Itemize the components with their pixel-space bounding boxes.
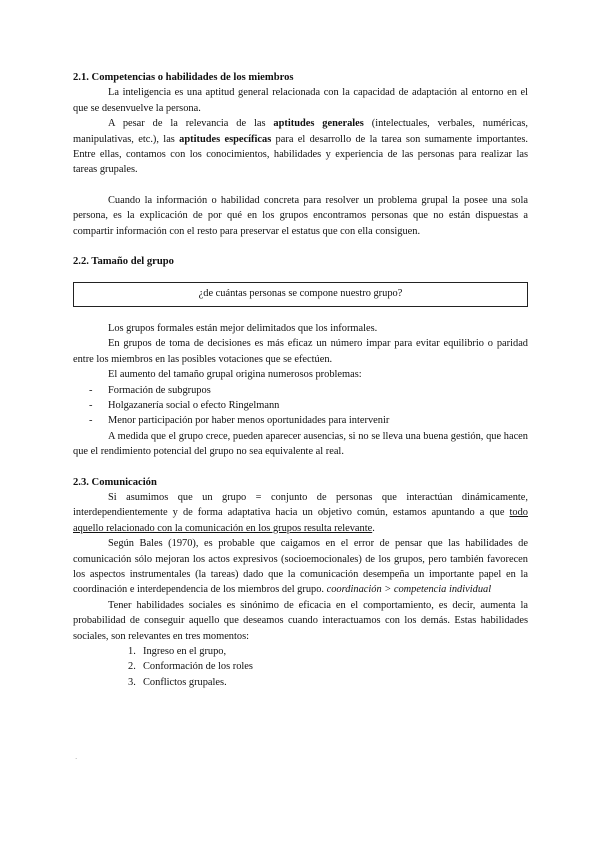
paragraph-intelligence: La inteligencia es una aptitud general relacionada con la capacidad de adaptación al entorno en el que se desenvuelve la persona. (73, 87, 528, 114)
problems-list (73, 383, 528, 429)
section-heading-2-2: 2.2. Tamaño del grupo (73, 256, 174, 268)
bold-aptitudes-especificas: aptitudes específicas (179, 133, 272, 145)
paragraph-information: Cuando la información o habilidad concreta para resolver un problema grupal la posee una sola persona, es la explicación de por qué en los grupos encontramos personas que no están dispuestas a compartir información con el resto para preservar el estatus que con ella consiguen. (73, 194, 528, 237)
paragraph-formal-groups: Los grupos formales están mejor delimitados que los informales. (108, 322, 378, 334)
list-item: - Holgazanería social o efecto Ringelmann (73, 398, 528, 413)
paragraph-social-skills: Tener habilidades sociales es sinónimo de eficacia en el comportamiento, es decir, aumenta la probabilidad de conseguir aquello que deseamos cuando interactuamos con los demás. Estas habilidades sociales, son relevantes en tres momentos: (73, 599, 528, 642)
italic-coordination-note: coordinación > competencia individual (326, 584, 492, 596)
paragraph-group-definition: Si asumimos que un grupo = conjunto de personas que interactúan dinámicamente, interdependientemente y de forma adaptativa hacia un objetivo común, estamos apuntando a que todo aquello relacionado con la comunicación en los grupos resulta relevante. (73, 491, 528, 534)
moments-list (73, 644, 528, 690)
paragraph-aptitudes: A pesar de la relevancia de las aptitudes generales (intelectuales, verbales, numéricas, manipulativas, etc.), las aptitudes específicas para el desarrollo de la tarea son sumamente importantes. Entre ellas, contamos con los conocimientos, habilidades y experiencia de las personas para realizar las tareas grupales. (73, 118, 528, 176)
bold-aptitudes-generales: aptitudes generales (273, 118, 364, 130)
document-page (73, 70, 528, 690)
paragraph-bales: Según Bales (1970), es probable que caigamos en el error de pensar que las habilidades de comunicación sólo mejoran los actos expresivos (socioemocionales) de los grupos, pero también favorecen los aspectos instrumentales (la tareas) dado que la comunicación desempeña un importante papel en la coordinación e interdependencia de los miembros del grupo. coordinación > competencia individual (73, 538, 528, 596)
list-item: - Formación de subgrupos (73, 383, 528, 398)
paragraph-group-growth: A medida que el grupo crece, pueden aparecer ausencias, si no se lleva una buena gestión, que hacen que el rendimiento potencial del grupo no sea equivalente al real. (73, 430, 528, 458)
list-item: - Menor participación por haber menos oportunidades para intervenir (73, 413, 528, 428)
list-item: 3. Conflictos grupales. (128, 676, 227, 688)
paragraph-odd-number: En grupos de toma de decisiones es más eficaz un número impar para evitar equilibrio o paridad entre los miembros en las posibles votaciones que se efectúen. (73, 338, 528, 365)
list-item: 1. Ingreso en el grupo, (128, 646, 227, 657)
question-box: ¿de cuántas personas se compone nuestro grupo? (73, 282, 528, 306)
list-item: 2. Conformación de los roles (128, 661, 253, 673)
stray-mark: ´ (75, 757, 78, 765)
section-heading-2-1: 2.1. Competencias o habilidades de los miembros (73, 72, 294, 83)
section-heading-2-3: 2.3. Comunicación (73, 476, 157, 488)
paragraph-problems-intro: El aumento del tamaño grupal origina numerosos problemas: (108, 369, 362, 381)
underlined-communication-text: todo aquello relacionado con la comunicación en los grupos resulta relevante (73, 507, 528, 534)
